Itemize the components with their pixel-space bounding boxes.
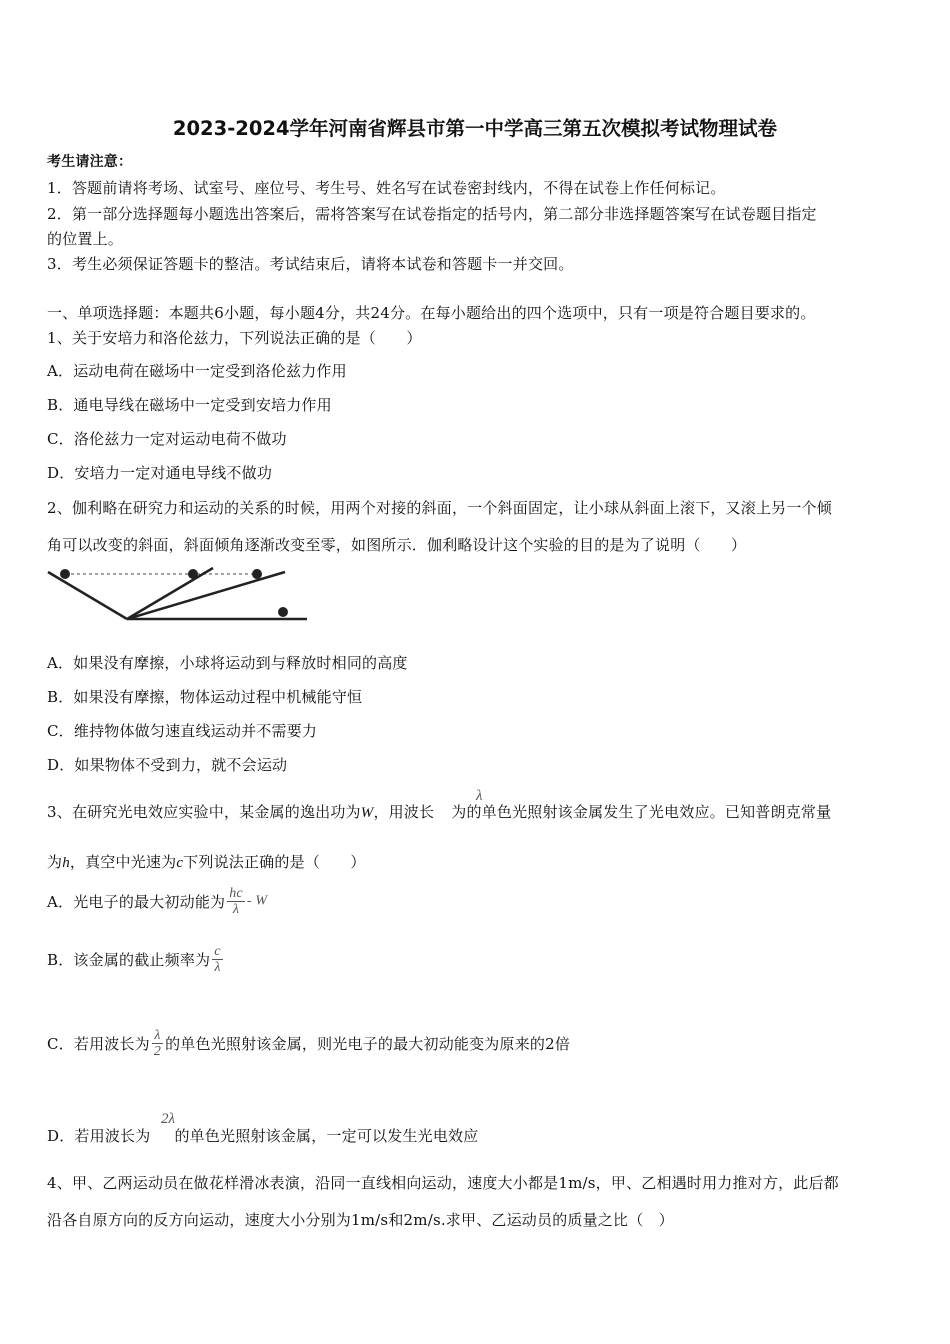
q1-option-d: D．安培力一定对通电导线不做功 — [47, 464, 273, 482]
light-speed-symbol: c — [176, 855, 184, 871]
q2-option-d: D．如果物体不受到力，就不会运动 — [47, 756, 288, 774]
q1-stem: 1、关于安培力和洛伦兹力，下列说法正确的是（ ） — [47, 329, 422, 347]
ball — [60, 569, 70, 579]
fraction: $\frac{hc}{\lambda}$ — [229, 886, 243, 917]
q2-option-c: C．维持物体做匀速直线运动并不需要力 — [47, 722, 318, 740]
work-function-symbol: W — [360, 805, 374, 821]
q3-option-c: C．若用波长为 $\frac{\lambda}{2}$ 的单色光照射该金属，则光电子的最大初动能变为原来的2倍 — [47, 1028, 571, 1059]
two-lambda-symbol: 2λ — [161, 1111, 175, 1127]
fraction: $\frac{\lambda}{2}$ — [153, 1028, 162, 1059]
q2-stem-line1: 2、伽利略在研究力和运动的关系的时候，用两个对接的斜面，一个斜面固定，让小球从斜面上滚下，又滚上另一个倾 — [47, 499, 832, 517]
q1-option-a: A．运动电荷在磁场中一定受到洛伦兹力作用 — [47, 362, 347, 380]
ball — [252, 569, 262, 579]
q3-option-a: A．光电子的最大初动能为 $\frac{hc}{\lambda}$ - W — [47, 886, 268, 917]
notice-item: 的位置上。 — [47, 230, 124, 248]
section-heading: 一、单项选择题：本题共6小题，每小题4分，共24分。在每小题给出的四个选项中，只有一项是符合题目要求的。 — [47, 304, 816, 322]
q2-stem-line2: 角可以改变的斜面，斜面倾角逐渐改变至零，如图所示．伽利略设计这个实验的目的是为了说明（ ） — [47, 536, 747, 554]
notice-item: 2．第一部分选择题每小题选出答案后，需将答案写在试卷指定的括号内，第二部分非选择题答案写在试卷题目指定 — [47, 205, 817, 223]
q3-option-b: B．该金属的截止频率为 $\frac{c}{\lambda}$ — [47, 944, 221, 975]
q2-option-a: A．如果没有摩擦，小球将运动到与释放时相同的高度 — [47, 654, 408, 672]
q1-option-c: C．洛伦兹力一定对运动电荷不做功 — [47, 430, 287, 448]
q3-stem-line1: 3、在研究光电效应实验中，某金属的逸出功为W，用波长 为的单色光照射该金属发生了光电效应。已知普朗克常量 — [47, 803, 832, 821]
q4-stem-line2: 沿各自原方向的反方向运动，速度大小分别为1m/s和2m/s.求甲、乙运动员的质量之比（ ） — [47, 1211, 674, 1229]
q2-option-b: B．如果没有摩擦，物体运动过程中机械能守恒 — [47, 688, 363, 706]
page-title: 2023-2024学年河南省辉县市第一中学高三第五次模拟考试物理试卷 — [172, 117, 778, 140]
q1-option-b: B．通电导线在磁场中一定受到安培力作用 — [47, 396, 332, 414]
notice-item: 1．答题前请将考场、试室号、座位号、考生号、姓名写在试卷密封线内，不得在试卷上作任何标记。 — [47, 179, 726, 197]
q4-stem-line1: 4、甲、乙两运动员在做花样滑冰表演，沿同一直线相向运动，速度大小都是1m/s，甲、乙相遇时用力推对方，此后都 — [47, 1174, 839, 1192]
ball — [278, 607, 288, 617]
q3-option-d: D．若用波长为 的单色光照射该金属，一定可以发生光电效应 — [47, 1127, 479, 1145]
fraction: $\frac{c}{\lambda}$ — [214, 944, 221, 975]
notice-header: 考生请注意： — [47, 154, 133, 170]
lambda-symbol: λ — [476, 788, 483, 804]
planck-symbol: h — [62, 855, 70, 871]
q3-stem-line2: 为h，真空中光速为c下列说法正确的是（ ） — [47, 853, 366, 871]
notice-item: 3．考生必须保证答题卡的整洁。考试结束后，请将本试卷和答题卡一并交回。 — [47, 255, 574, 273]
inclined-planes-figure — [45, 564, 310, 624]
ball — [188, 569, 198, 579]
